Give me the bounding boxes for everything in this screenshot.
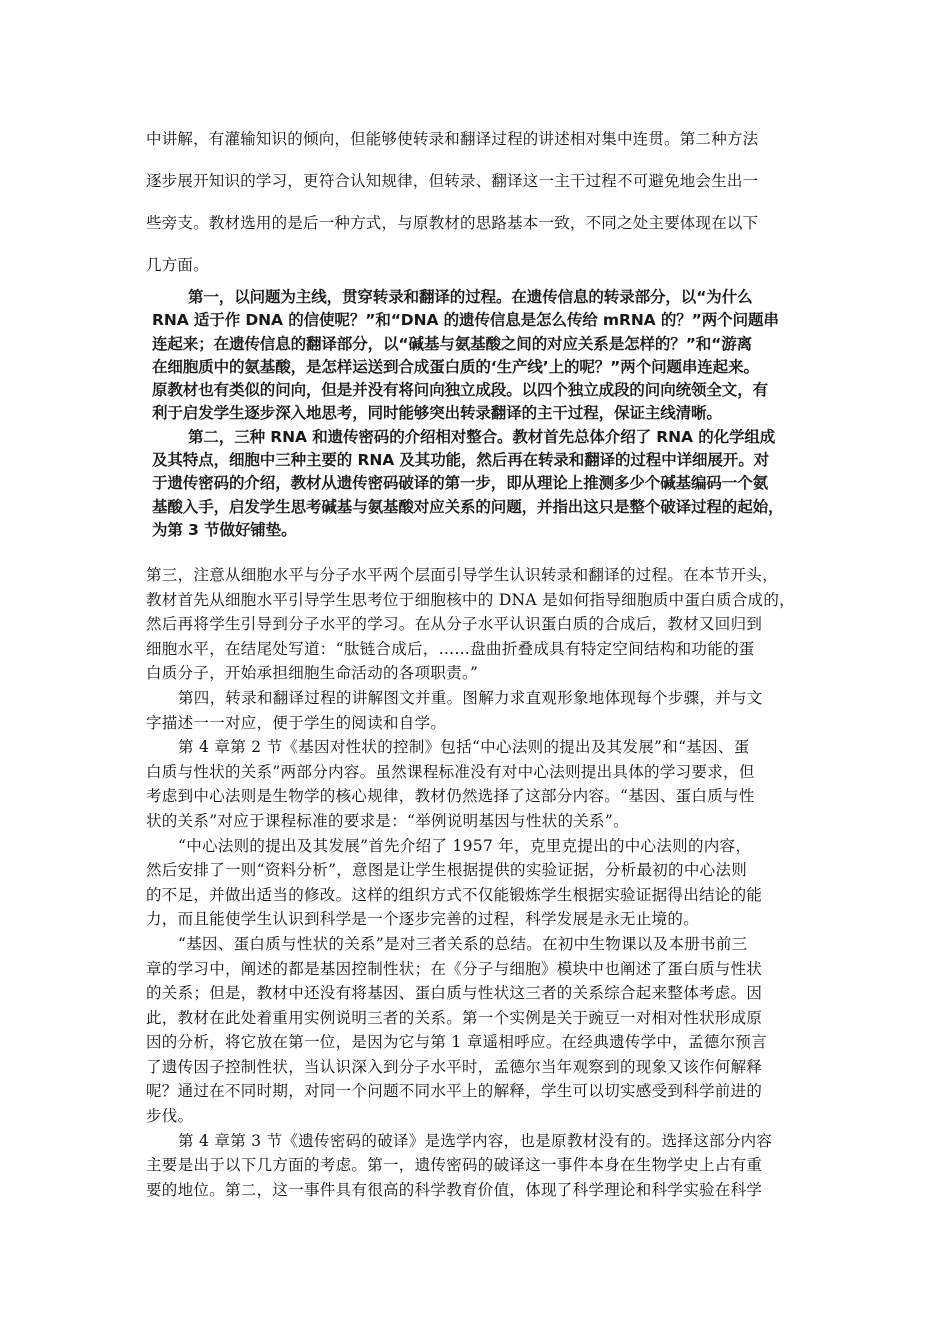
text-line: 此，教材在此处着重用实例说明三者的关系。第一个实例是关于豌豆一对相对性状形成原: [146, 1008, 763, 1027]
text-line: 步伐。: [146, 1107, 194, 1126]
text-line: 白质分子，开始承担细胞生命活动的各项职责。”: [146, 664, 479, 683]
text-line: 些旁支。教材选用的是后一种方式，与原教材的思路基本一致，不同之处主要体现在以下: [146, 214, 759, 232]
text-line: 基酸入手，启发学生思考碱基与氨基酸对应关系的问题，并指出这只是整个破译过程的起始，: [152, 497, 784, 516]
text-line: 细胞水平，在结尾处写道：“肽链合成后，……盘曲折叠成具有特定空间结构和功能的蛋: [146, 639, 755, 658]
text-line: 字描述一一对应，便于学生的阅读和自学。: [146, 713, 447, 732]
text-line: 于遗传密码的介绍，教材从遗传密码破译的第一步，即从理论上推测多少个碱基编码一个氨: [152, 474, 769, 493]
text-line: “基因、蛋白质与性状的关系”是对三者关系的总结。在初中生物课以及本册书前三: [178, 934, 748, 953]
text-line: 利于启发学生逐步深入地思考，同时能够突出转录翻译的主干过程，保证主线清晰。: [152, 404, 722, 423]
text-line: 主要是出于以下几方面的考虑。第一，遗传密码的破译这一事件本身在生物学史上占有重: [146, 1156, 763, 1175]
text-line: 第三，注意从细胞水平与分子水平两个层面引导学生认识转录和翻译的过程。在本节开头，: [146, 566, 779, 584]
text-line: 的不足，并做出适当的修改。这样的组织方式不仅能锻炼学生根据实验证据得出结论的能: [146, 885, 763, 904]
text-line: 几方面。: [146, 256, 209, 274]
text-line: “中心法则的提出及其发展”首先介绍了 1957 年，克里克提出的中心法则的内容，: [178, 836, 752, 855]
text-line: 要的地位。第二，这一事件具有很高的科学教育价值，体现了科学理论和科学实验在科学: [146, 1180, 763, 1199]
text-line: 原教材也有类似的问向，但是并没有将问向独立成段。以四个独立成段的问向统领全文，有: [152, 381, 769, 400]
text-line: 力，而且能使学生认识到科学是一个逐步完善的过程，科学发展是永无止境的。: [146, 910, 700, 929]
text-line: 中讲解，有灌输知识的倾向，但能够使转录和翻译过程的讲述相对集中连贯。第二种方法: [146, 130, 759, 148]
text-line: 的关系；但是，教材中还没有将基因、蛋白质与性状这三者的关系综合起来整体考虑。因: [146, 984, 763, 1003]
text-line: 教材首先从细胞水平引导学生思考位于细胞核中的 DNA 是如何指导细胞质中蛋白质合成的，: [146, 590, 795, 609]
text-line: 第 4 章第 3 节《遗传密码的破译》是选学内容，也是原教材没有的。选择这部分内容: [178, 1131, 773, 1150]
text-line: 第 4 章第 2 节《基因对性状的控制》包括“中心法则的提出及其发展”和“基因、蛋: [178, 738, 750, 757]
body-paragraph-block: [146, 563, 812, 1202]
scanned-paragraph-block: [152, 286, 800, 542]
text-line: 因的分析，将它放在第一位，是因为它与第 1 章遥相呼应。在经典遗传学中，孟德尔预言: [146, 1033, 768, 1052]
text-line: 为第 3 节做好铺垫。: [152, 520, 297, 539]
text-line: 呢？通过在不同时期，对同一个问题不同水平上的解释，学生可以切实感受到科学前进的: [146, 1082, 763, 1101]
top-paragraph: [146, 124, 812, 292]
text-line: 章的学习中，阐述的都是基因控制性状；在《分子与细胞》模块中也阐述了蛋白质与性状: [146, 959, 763, 978]
text-line: 白质与性状的关系”两部分内容。虽然课程标准没有对中心法则提出具体的学习要求，但: [146, 762, 755, 781]
text-line: 第四，转录和翻译过程的讲解图文并重。图解力求直观形象地体现每个步骤，并与文: [178, 688, 763, 707]
text-line: 考虑到中心法则是生物学的核心规律，教材仍然选择了这部分内容。“基因、蛋白质与性: [146, 787, 755, 806]
text-line: 然后安排了一则“资料分析”，意图是让学生根据提供的实验证据，分析最初的中心法则: [146, 861, 748, 880]
text-line: 连起来；在遗传信息的翻译部分，以“碱基与氨基酸之间的对应关系是怎样的？”和“游离: [152, 334, 753, 353]
text-line: 了遗传因子控制性状，当认识深入到分子水平时，孟德尔当年观察到的现象又该作何解释: [146, 1057, 763, 1076]
text-line: 在细胞质中的氨基酸，是怎样运送到合成蛋白质的‘生产线’上的呢？”两个问题串连起来。: [152, 357, 759, 376]
text-line: 及其特点，细胞中三种主要的 RNA 及其功能，然后再在转录和翻译的过程中详细展开。对: [152, 451, 769, 470]
text-line: 状的关系”对应于课程标准的要求是：“举例说明基因与性状的关系”。: [146, 811, 629, 830]
text-line: 逐步展开知识的学习，更符合认知规律，但转录、翻译这一主干过程不可避免地会生出一: [146, 172, 759, 190]
text-line: 第一，以问题为主线，贯穿转录和翻译的过程。在遗传信息的转录部分，以“为什么: [188, 288, 753, 306]
text-line: RNA 适于作 DNA 的信使呢？”和“DNA 的遗传信息是怎么传给 mRNA 的？”两个问题串: [152, 311, 779, 330]
text-line: 第二，三种 RNA 和遗传密码的介绍相对整合。教材首先总体介绍了 RNA 的化学组成: [188, 427, 776, 446]
text-line: 然后再将学生引导到分子水平的学习。在从分子水平认识蛋白质的合成后，教材又回归到: [146, 615, 763, 634]
